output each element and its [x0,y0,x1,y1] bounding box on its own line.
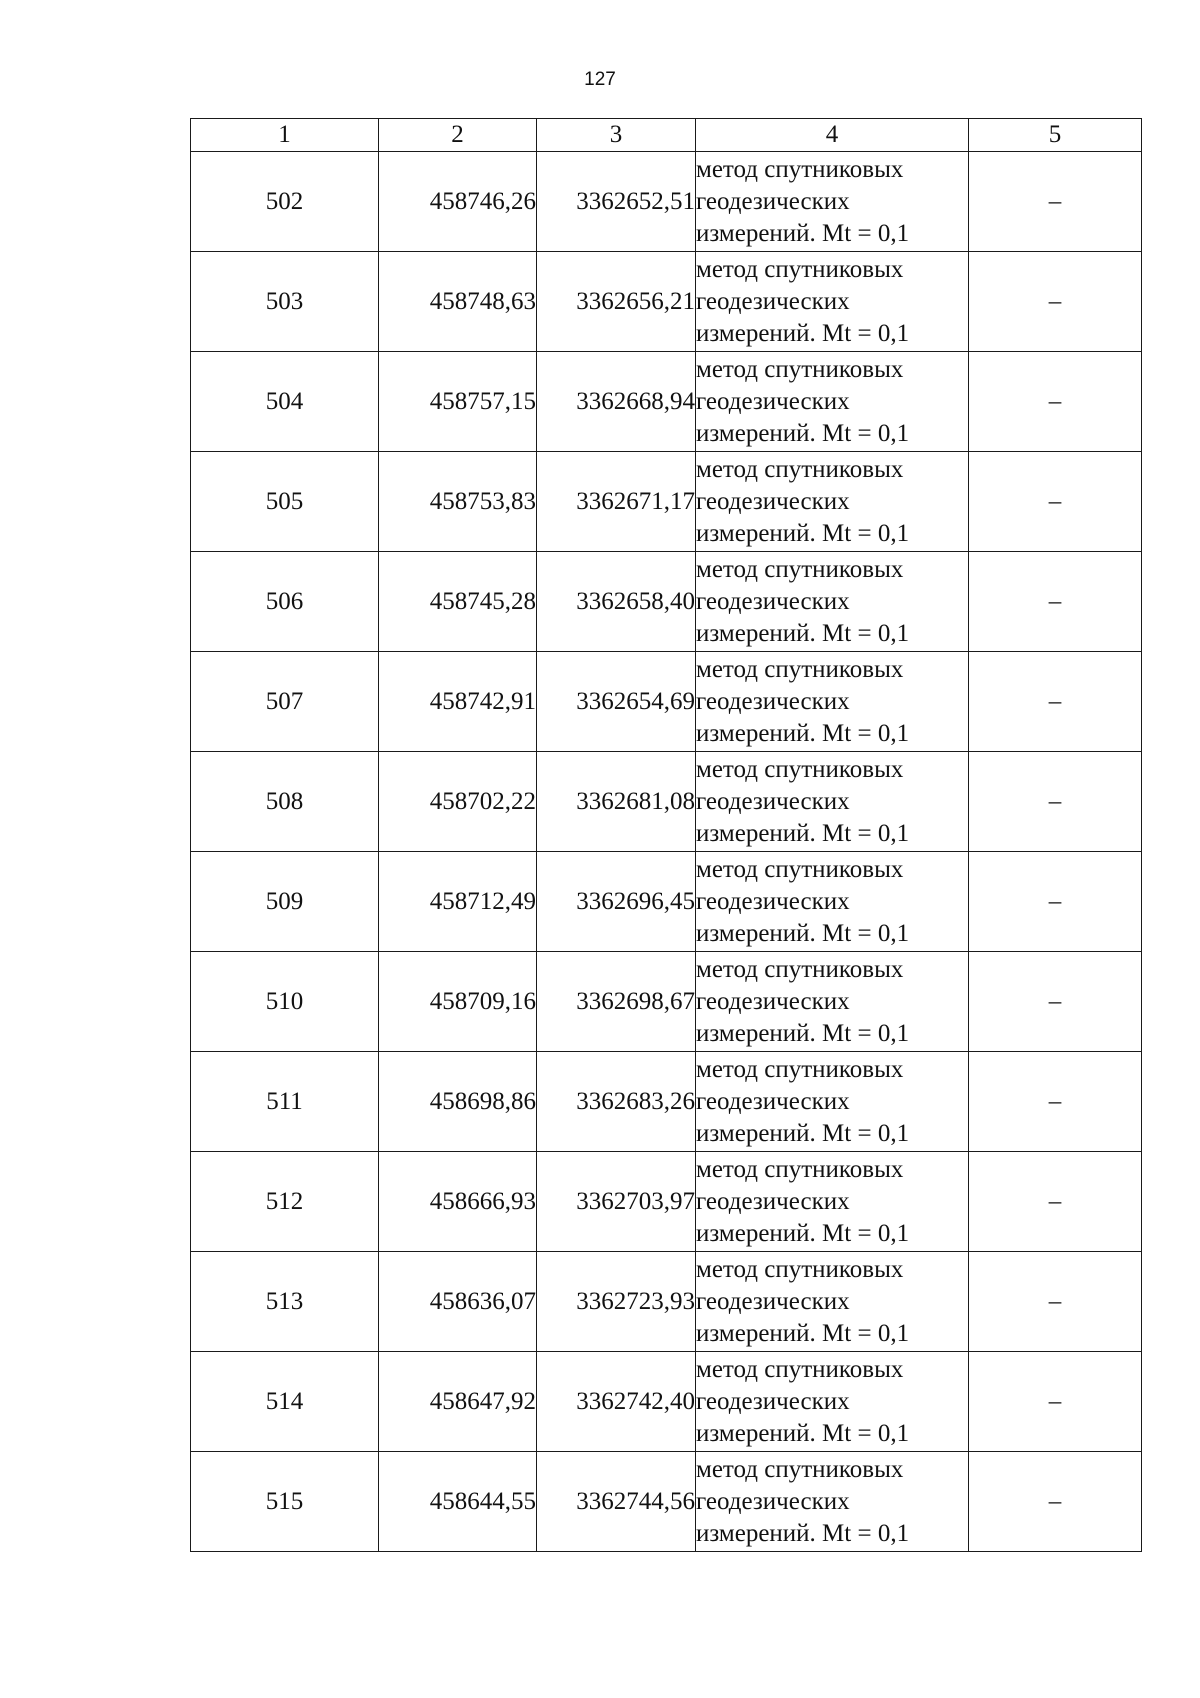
x-coordinate-cell: 458748,63 [379,252,537,352]
method-cell: метод спутниковых геодезических измерений. Mt = 0,1 [696,552,969,652]
y-coordinate-cell: 3362668,94 [537,352,696,452]
y-coordinate-cell: 3362681,08 [537,752,696,852]
point-number-cell: 508 [191,752,379,852]
note-cell: – [969,1152,1142,1252]
point-number-cell: 515 [191,1452,379,1552]
note-cell: – [969,552,1142,652]
note-cell: – [969,952,1142,1052]
table-row [191,1052,1142,1152]
coordinates-table [190,118,1142,1552]
table-row [191,652,1142,752]
x-coordinate-cell: 458746,26 [379,152,537,252]
x-coordinate-cell: 458712,49 [379,852,537,952]
table-row [191,252,1142,352]
table-row [191,1252,1142,1352]
y-coordinate-cell: 3362683,26 [537,1052,696,1152]
method-cell: метод спутниковых геодезических измерений. Mt = 0,1 [696,952,969,1052]
note-cell: – [969,1052,1142,1152]
method-cell: метод спутниковых геодезических измерений. Mt = 0,1 [696,1052,969,1152]
table-row [191,752,1142,852]
point-number-cell: 510 [191,952,379,1052]
table-row [191,552,1142,652]
x-coordinate-cell: 458698,86 [379,1052,537,1152]
table-body [191,152,1142,1552]
note-cell: – [969,1452,1142,1552]
y-coordinate-cell: 3362654,69 [537,652,696,752]
method-cell: метод спутниковых геодезических измерений. Mt = 0,1 [696,1352,969,1452]
y-coordinate-cell: 3362742,40 [537,1352,696,1452]
table-row [191,352,1142,452]
table-row [191,1452,1142,1552]
table-row [191,1352,1142,1452]
method-cell: метод спутниковых геодезических измерений. Mt = 0,1 [696,1152,969,1252]
method-cell: метод спутниковых геодезических измерений. Mt = 0,1 [696,652,969,752]
note-cell: – [969,452,1142,552]
point-number-cell: 506 [191,552,379,652]
point-number-cell: 504 [191,352,379,452]
point-number-cell: 514 [191,1352,379,1452]
x-coordinate-cell: 458644,55 [379,1452,537,1552]
y-coordinate-cell: 3362696,45 [537,852,696,952]
y-coordinate-cell: 3362656,21 [537,252,696,352]
method-cell: метод спутниковых геодезических измерений. Mt = 0,1 [696,452,969,552]
page-number: 127 [584,69,616,90]
note-cell: – [969,252,1142,352]
point-number-cell: 502 [191,152,379,252]
method-cell: метод спутниковых геодезических измерений. Mt = 0,1 [696,352,969,452]
method-cell: метод спутниковых геодезических измерений. Mt = 0,1 [696,752,969,852]
y-coordinate-cell: 3362658,40 [537,552,696,652]
x-coordinate-cell: 458742,91 [379,652,537,752]
x-coordinate-cell: 458709,16 [379,952,537,1052]
point-number-cell: 507 [191,652,379,752]
y-coordinate-cell: 3362671,17 [537,452,696,552]
point-number-cell: 503 [191,252,379,352]
x-coordinate-cell: 458753,83 [379,452,537,552]
method-cell: метод спутниковых геодезических измерений. Mt = 0,1 [696,152,969,252]
note-cell: – [969,352,1142,452]
x-coordinate-cell: 458647,92 [379,1352,537,1452]
column-header-1: 1 [191,119,379,152]
method-cell: метод спутниковых геодезических измерений. Mt = 0,1 [696,1252,969,1352]
table-row [191,152,1142,252]
x-coordinate-cell: 458666,93 [379,1152,537,1252]
x-coordinate-cell: 458745,28 [379,552,537,652]
column-header-3: 3 [537,119,696,152]
y-coordinate-cell: 3362723,93 [537,1252,696,1352]
note-cell: – [969,1252,1142,1352]
point-number-cell: 509 [191,852,379,952]
method-cell: метод спутниковых геодезических измерений. Mt = 0,1 [696,252,969,352]
x-coordinate-cell: 458636,07 [379,1252,537,1352]
point-number-cell: 512 [191,1152,379,1252]
method-cell: метод спутниковых геодезических измерений. Mt = 0,1 [696,1452,969,1552]
y-coordinate-cell: 3362698,67 [537,952,696,1052]
point-number-cell: 513 [191,1252,379,1352]
y-coordinate-cell: 3362652,51 [537,152,696,252]
note-cell: – [969,1352,1142,1452]
note-cell: – [969,152,1142,252]
table-row [191,852,1142,952]
method-cell: метод спутниковых геодезических измерений. Mt = 0,1 [696,852,969,952]
note-cell: – [969,652,1142,752]
y-coordinate-cell: 3362744,56 [537,1452,696,1552]
y-coordinate-cell: 3362703,97 [537,1152,696,1252]
column-header-4: 4 [696,119,969,152]
table-row [191,452,1142,552]
note-cell: – [969,752,1142,852]
table-row [191,1152,1142,1252]
table-header-row [191,119,1142,152]
column-header-2: 2 [379,119,537,152]
x-coordinate-cell: 458757,15 [379,352,537,452]
table-row [191,952,1142,1052]
point-number-cell: 511 [191,1052,379,1152]
x-coordinate-cell: 458702,22 [379,752,537,852]
point-number-cell: 505 [191,452,379,552]
column-header-5: 5 [969,119,1142,152]
note-cell: – [969,852,1142,952]
